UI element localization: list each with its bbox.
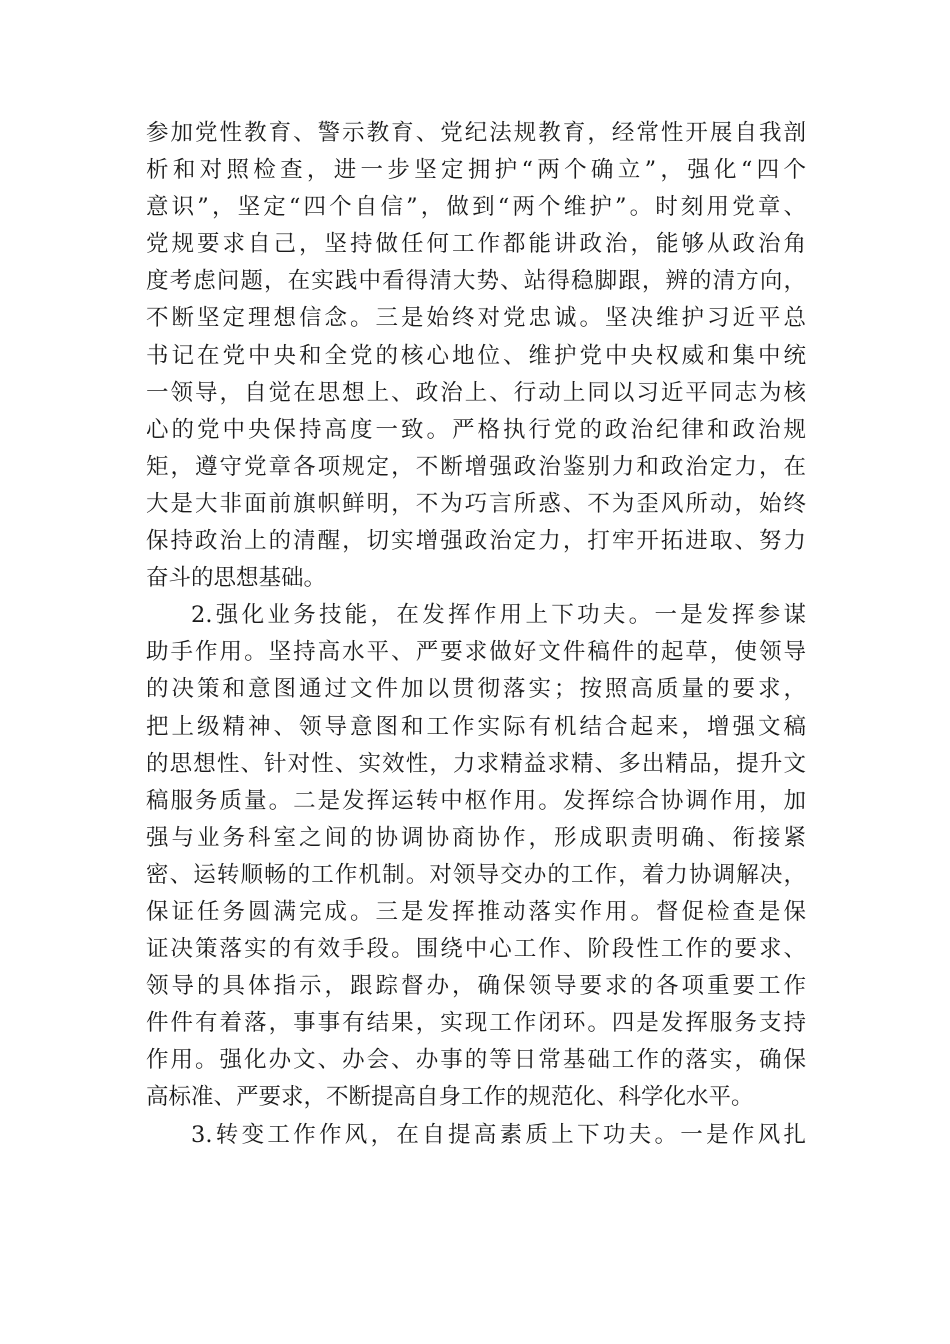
text-line: 把上级精神、领导意图和工作实际有机结合起来，增强文稿 [146,713,806,740]
text-line: 意识”，坚定“四个自信”，做到“两个维护”。时刻用党章、 [146,194,806,221]
body-text [146,115,806,1154]
text-line: 析和对照检查，进一步坚定拥护“两个确立”，强化“四个 [146,157,806,184]
text-line: 一领导，自觉在思想上、政治上、行动上同以习近平同志为核 [146,379,806,406]
text-line: 参加党性教育、警示教育、党纪法规教育，经常性开展自我剖 [146,120,806,146]
text-line: 大是大非面前旗帜鲜明，不为巧言所惑、不为歪风所动，始终 [146,490,806,517]
text-line: 助手作用。坚持高水平、严要求做好文件稿件的起草，使领导 [146,639,806,666]
text-line: 奋斗的思想基础。 [146,565,327,592]
text-line: 心的党中央保持高度一致。严格执行党的政治纪律和政治规 [146,416,806,443]
text-line: 领导的具体指示，跟踪督办，确保领导要求的各项重要工作 [146,973,806,1000]
text-line: 3.转变工作作风，在自提高素质上下功夫。一是作风扎 [191,1121,806,1148]
text-line: 党规要求自己，坚持做任何工作都能讲政治，能够从政治角 [146,231,806,258]
text-line: 密、运转顺畅的工作机制。对领导交办的工作，着力协调解决， [146,861,806,888]
text-line: 矩，遵守党章各项规定，不断增强政治鉴别力和政治定力，在 [146,453,806,480]
text-line: 保持政治上的清醒，切实增强政治定力，打牢开拓进取、努力 [146,528,806,555]
text-line: 证决策落实的有效手段。围绕中心工作、阶段性工作的要求、 [146,936,806,963]
text-line: 高标准、严要求，不断提高自身工作的规范化、科学化水平。 [146,1084,754,1111]
text-line: 的决策和意图通过文件加以贯彻落实；按照高质量的要求， [146,676,806,703]
text-line: 稿服务质量。二是发挥运转中枢作用。发挥综合协调作用，加 [146,787,806,814]
text-line: 作用。强化办文、办会、办事的等日常基础工作的落实，确保 [146,1047,806,1074]
text-line: 书记在党中央和全党的核心地位、维护党中央权威和集中统 [146,342,806,369]
text-line: 件件有着落，事事有结果，实现工作闭环。四是发挥服务支持 [146,1010,806,1037]
text-line: 强与业务科室之间的协调协商协作，形成职责明确、衔接紧 [146,824,806,851]
text-line: 保证任务圆满完成。三是发挥推动落实作用。督促检查是保 [146,898,806,925]
text-line: 不断坚定理想信念。三是始终对党忠诚。坚决维护习近平总 [146,305,806,332]
text-line: 度考虑问题，在实践中看得清大势、站得稳脚跟，辨的清方向， [146,268,806,295]
text-line: 的思想性、针对性、实效性，力求精益求精、多出精品，提升文 [146,750,806,777]
text-line: 2.强化业务技能，在发挥作用上下功夫。一是发挥参谋 [191,602,806,629]
